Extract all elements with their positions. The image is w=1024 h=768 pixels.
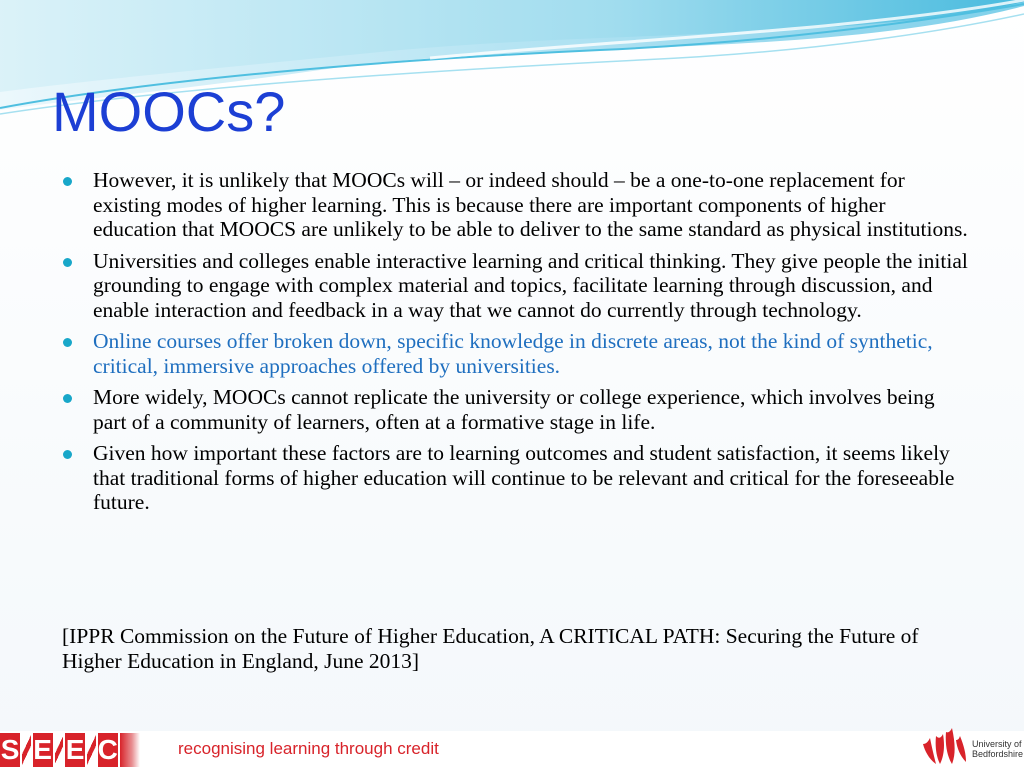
bullet-dot-icon (63, 338, 72, 347)
seec-divider (87, 733, 95, 767)
bullet-text: Online courses offer broken down, specific knowledge in discrete areas, not the kind of synthetic, critical, immersive approaches offered by universities. (93, 329, 933, 378)
bullet-text: More widely, MOOCs cannot replicate the university or college experience, which involves being part of a community of learners, often at a formative stage in life. (93, 385, 935, 434)
slide-title: MOOCs? (52, 80, 286, 143)
bullet-item (62, 168, 972, 242)
bullet-item (62, 441, 972, 515)
bullet-item (62, 249, 972, 323)
university-mark-icon (920, 726, 970, 768)
seec-letter: E (65, 734, 85, 765)
seec-logo-icon (0, 732, 140, 768)
bullet-item-highlighted (62, 329, 972, 378)
bullet-dot-icon (63, 450, 72, 459)
university-line: University of (972, 739, 1022, 749)
university-name (972, 739, 1024, 759)
footer-tagline: recognising learning through credit (178, 739, 439, 758)
bullet-dot-icon (63, 394, 72, 403)
bullet-text: Universities and colleges enable interactive learning and critical thinking. They give people the initial grounding to engage with complex material and topics, facilitate learning through discussion, and enable interaction and feedback in a way that we cannot do currently through technology. (93, 248, 968, 322)
university-line: Bedfordshire (972, 749, 1024, 759)
footer-bar (0, 731, 1024, 768)
bullet-list (62, 168, 972, 522)
bullet-dot-icon (63, 177, 72, 186)
seec-letter: S (0, 734, 20, 765)
bullet-dot-icon (63, 258, 72, 267)
seec-fade (120, 733, 140, 767)
seec-divider (55, 733, 63, 767)
seec-letter: E (33, 734, 52, 765)
citation: [IPPR Commission on the Future of Higher Education, A CRITICAL PATH: Securing the Future of Higher Education in England, June 2013] (62, 624, 919, 673)
seec-divider (22, 733, 30, 767)
seec-letter: C (97, 734, 118, 765)
bullet-text: Given how important these factors are to learning outcomes and student satisfaction, it seems likely that traditional forms of higher education will continue to be relevant and critical for the foreseeable future. (93, 441, 955, 514)
university-of-bedfordshire-logo-icon (920, 726, 1024, 768)
bullet-item (62, 385, 972, 434)
bullet-text: However, it is unlikely that MOOCs will – or indeed should – be a one-to-one replacement for existing modes of higher learning. This is because there are important components of higher education that MOOCS are unlikely to be able to deliver to the same standard as physical institutions. (93, 168, 968, 241)
